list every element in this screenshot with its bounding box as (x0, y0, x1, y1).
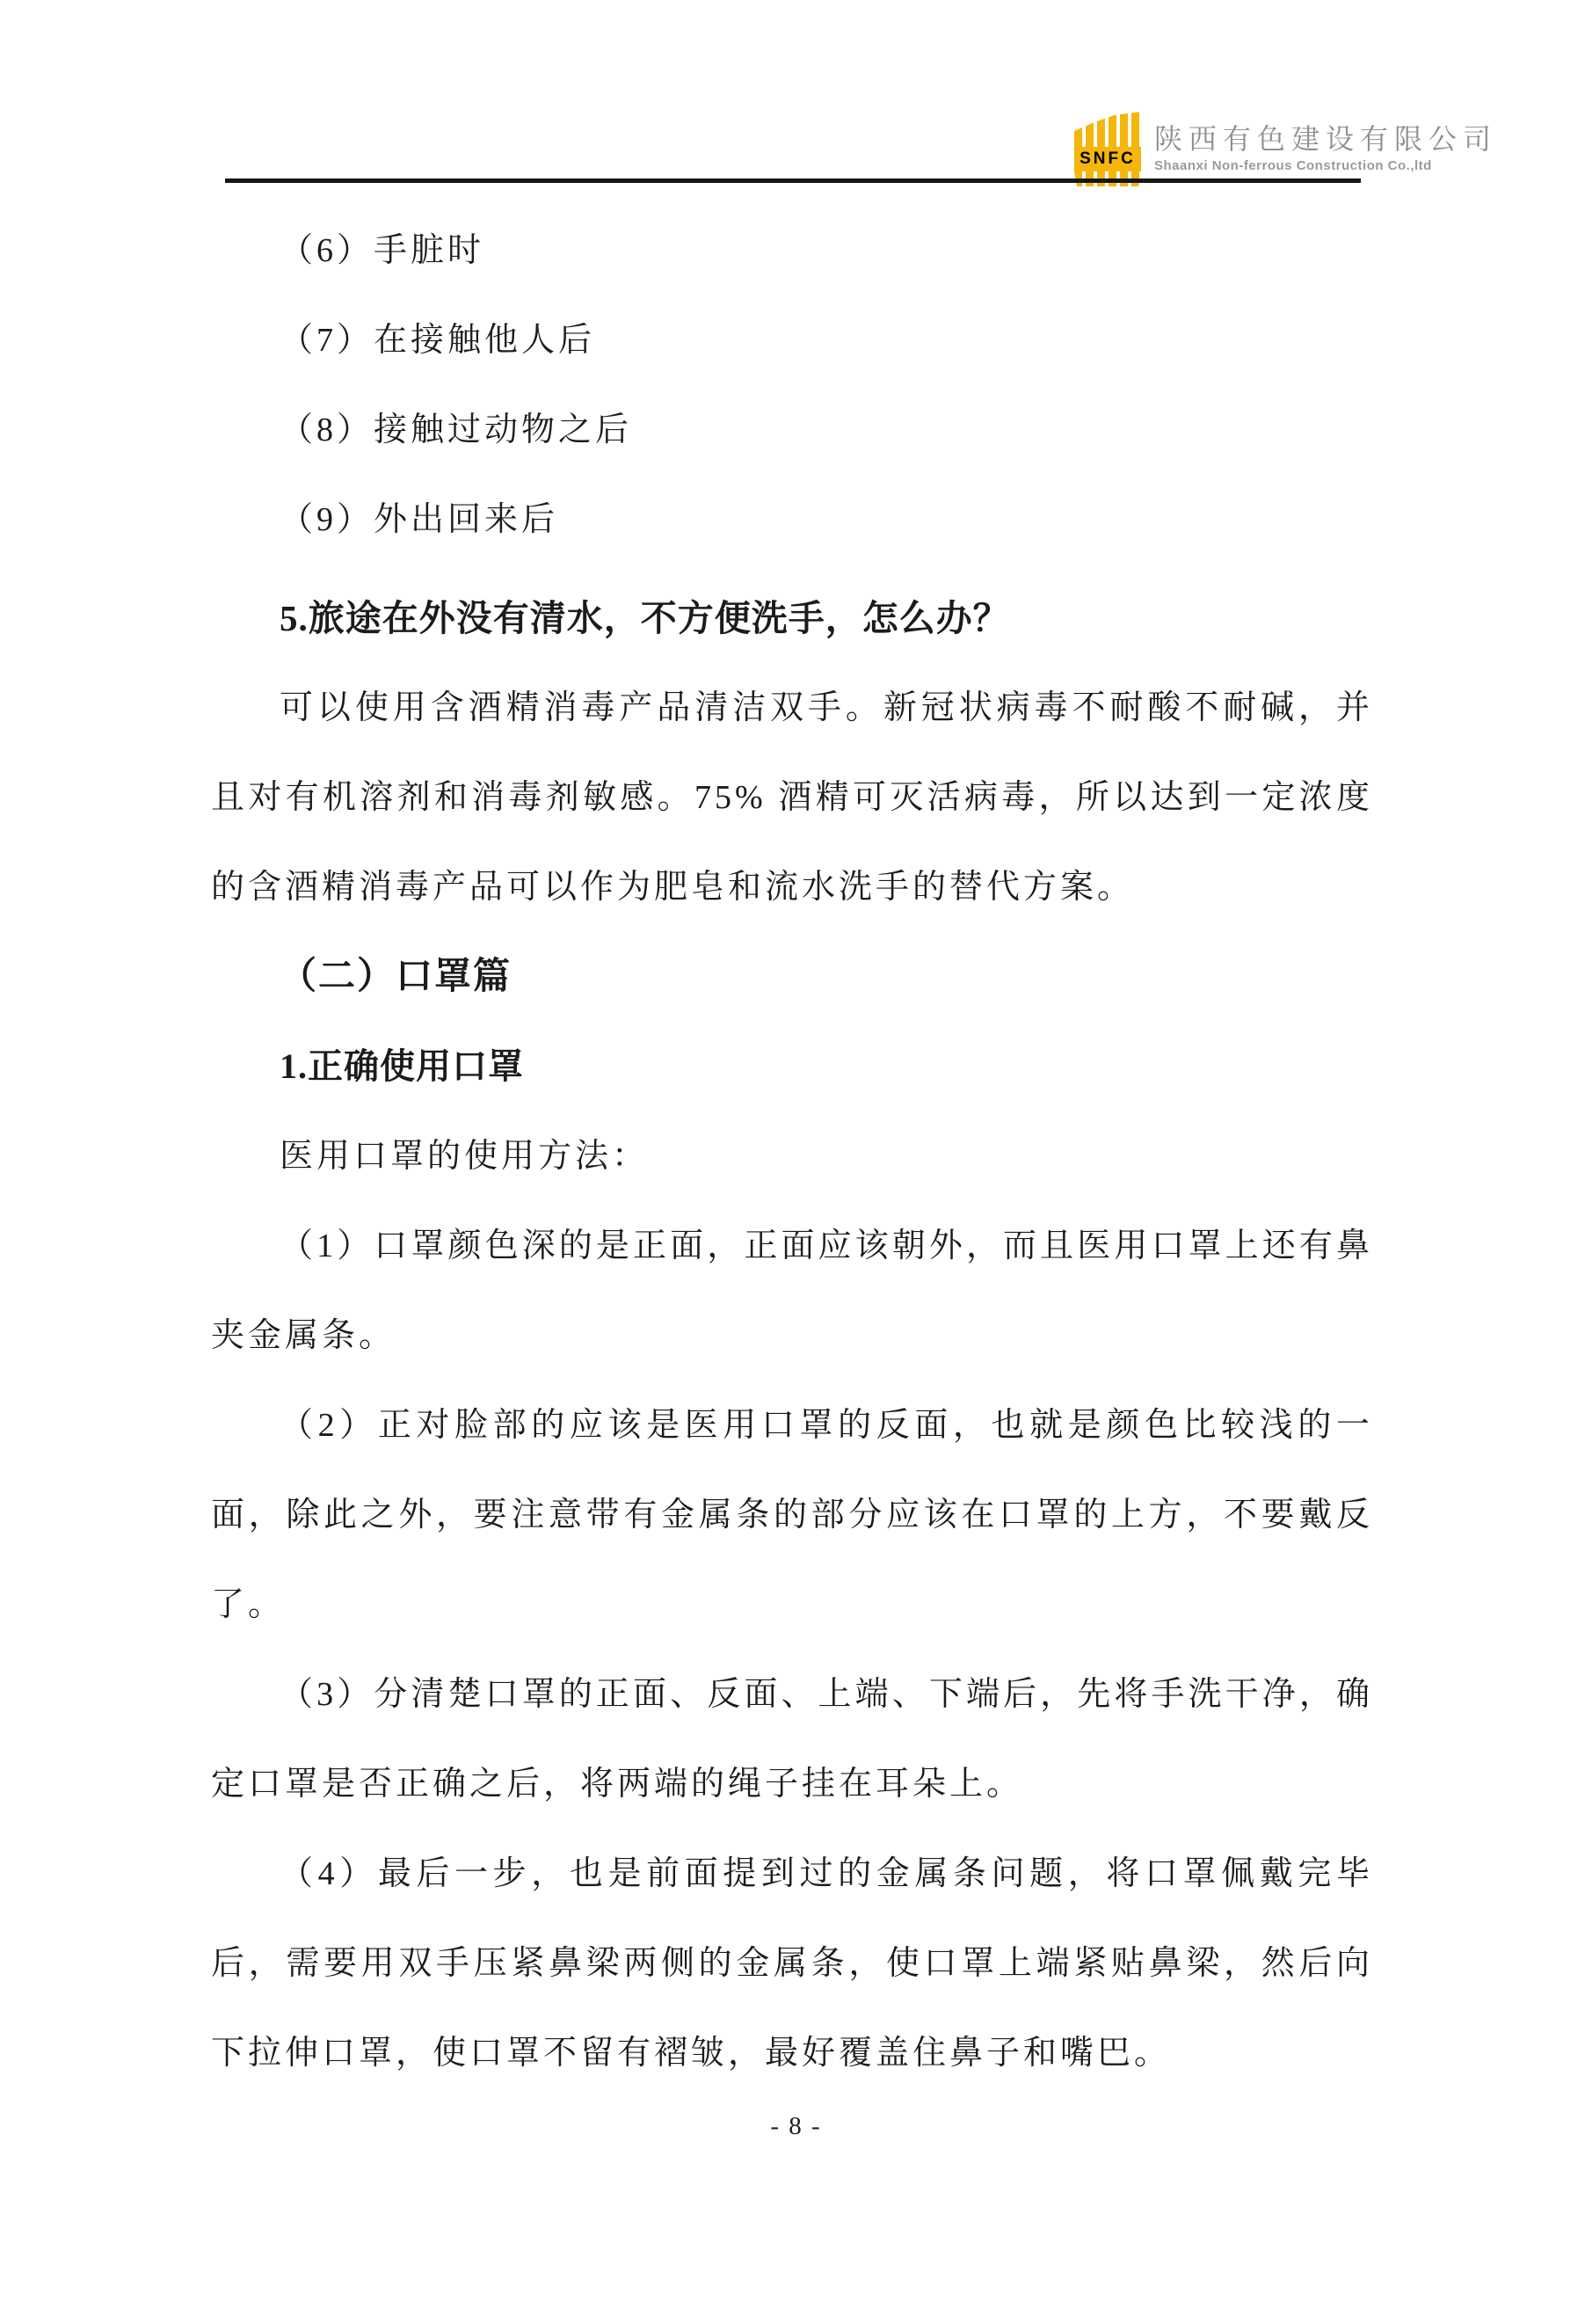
logo-bars-icon (1074, 112, 1141, 147)
step-paragraph: （1）口罩颜色深的是正面，正面应该朝外，而且医用口罩上还有鼻夹金属条。 (211, 1228, 1373, 1354)
step-paragraph: （3）分清楚口罩的正面、反面、上端、下端后，先将手洗干净，确定口罩是否正确之后，将两端的绳子挂在耳朵上。 (211, 1676, 1373, 1803)
page-number: - 8 - (770, 2112, 822, 2140)
list-item: （7）在接触他人后 (280, 322, 596, 359)
list-item: （8）接触过动物之后 (280, 412, 633, 448)
company-logo (1074, 109, 1497, 186)
page-footer (0, 2112, 1592, 2141)
step-paragraph: （4）最后一步，也是前面提到过的金属条问题，将口罩佩戴完毕后，需要用双手压紧鼻梁两侧的金属条，使口罩上端紧贴鼻梁，然后向下拉伸口罩，使口罩不留有褶皱，最好覆盖住鼻子和嘴巴。 (211, 1855, 1373, 2072)
list-item: （6）手脏时 (280, 232, 485, 269)
section5-paragraph: 可以使用含酒精消毒产品清洁双手。新冠状病毒不耐酸不耐碱，并且对有机溶剂和消毒剂敏感。75% 酒精可灭活病毒，所以达到一定浓度的含酒精消毒产品可以作为肥皂和流水洗手的替代方案。 (211, 689, 1373, 906)
intro-line: 医用口罩的使用方法： (280, 1138, 650, 1175)
sub1-heading: 1.正确使用口罩 (280, 1046, 524, 1086)
snfc-logo-icon (1074, 109, 1141, 186)
logo-acronym: SNFC (1074, 147, 1141, 171)
company-name-en: Shaanxi Non-ferrous Construction Co.,ltd (1154, 158, 1432, 174)
document-content (211, 206, 1373, 2098)
section5-heading: 5.旅途在外没有清水，不方便洗手，怎么办？ (280, 598, 1010, 638)
header-divider (225, 178, 1361, 183)
list-item: （9）外出回来后 (280, 501, 559, 538)
company-name-zh: 陕西有色建设有限公司 (1154, 122, 1498, 155)
section2-heading: （二）口罩篇 (280, 957, 512, 997)
company-names (1154, 122, 1497, 173)
step-paragraph: （2）正对脸部的应该是医用口罩的反面，也就是颜色比较浅的一面，除此之外，要注意带有金属条的部分应该在口罩的上方，不要戴反了。 (211, 1407, 1373, 1623)
